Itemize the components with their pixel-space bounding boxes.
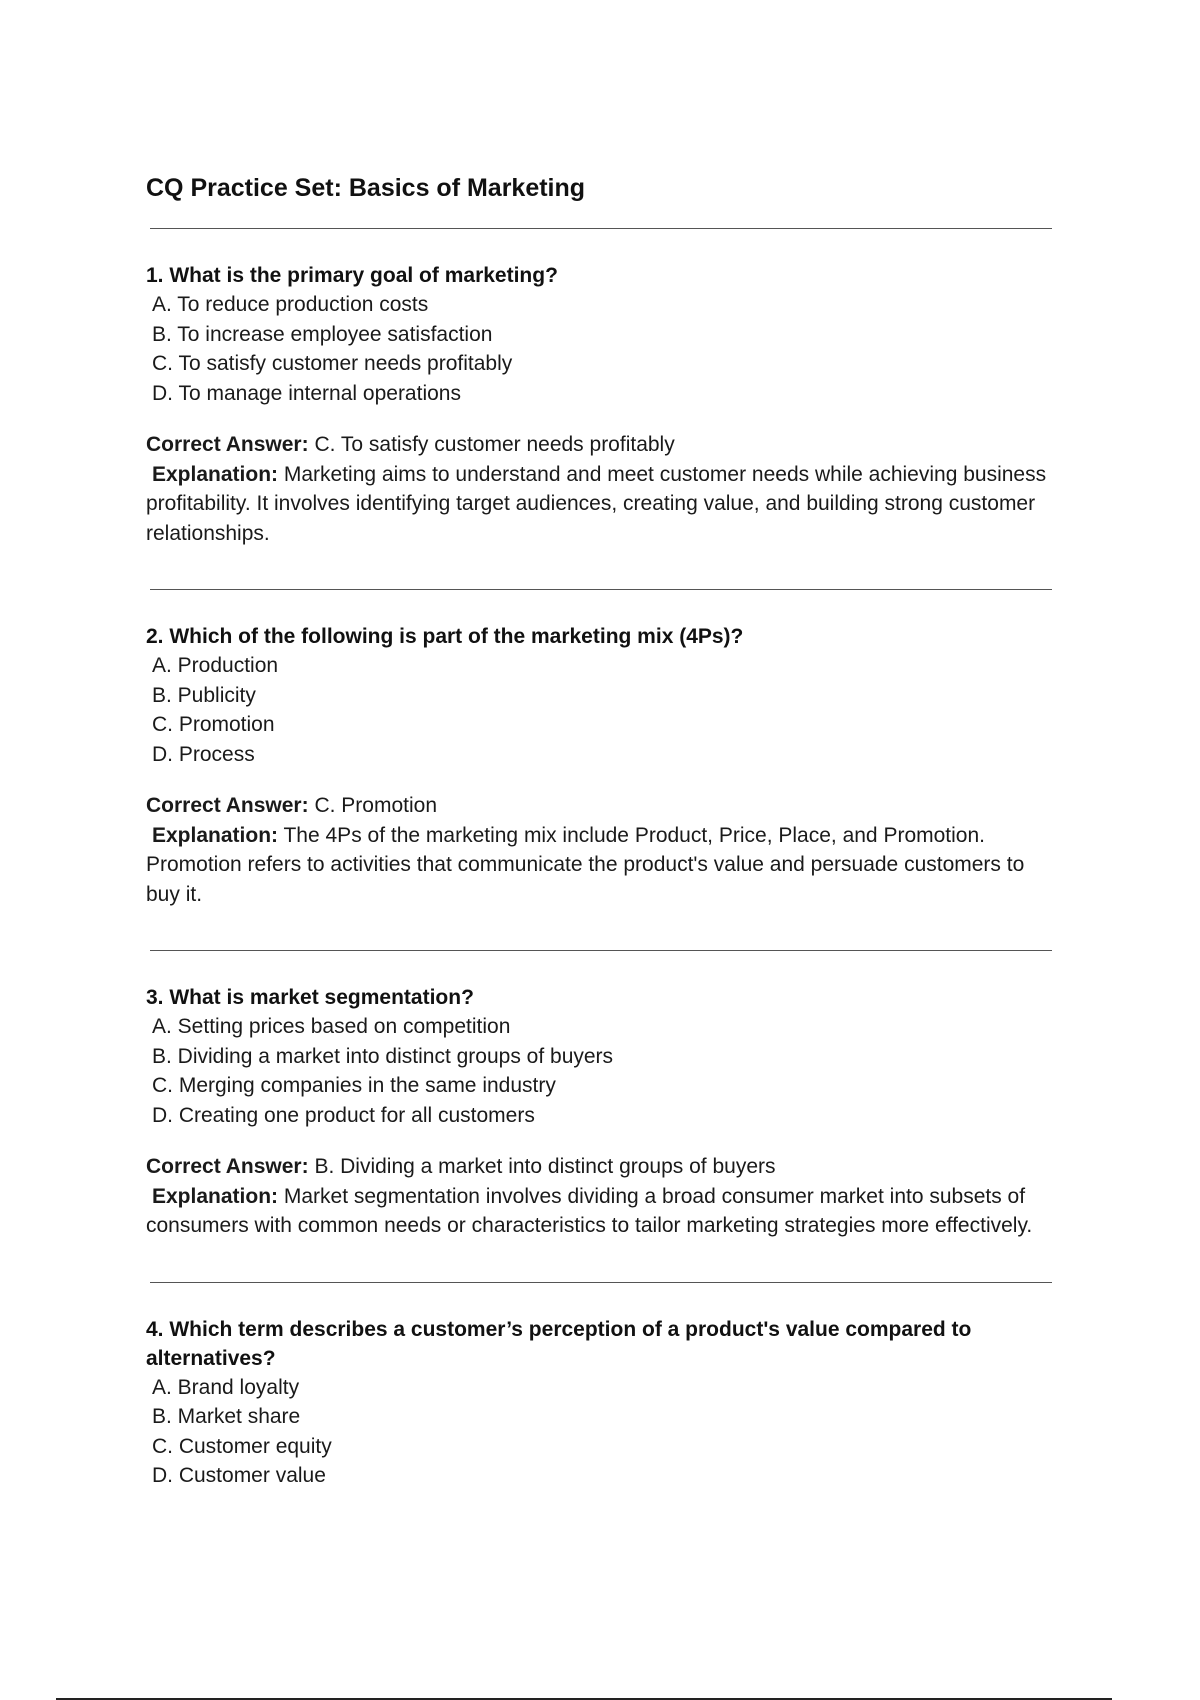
divider <box>150 228 1052 229</box>
explanation-text: Marketing aims to understand and meet customer needs while achieving business profitability. It involves identifying target audiences, creating value, and building strong customer relationships. <box>146 462 1047 545</box>
option-d: D. Creating one product for all customers <box>152 1103 535 1127</box>
explanation-label: Explanation: <box>152 462 279 486</box>
explanation <box>146 1182 1050 1241</box>
option-a: A. Production <box>152 654 279 677</box>
question-text: 2. Which of the following is part of the marketing mix (4Ps)? <box>146 625 744 648</box>
option-b: B. To increase employee satisfaction <box>152 322 493 346</box>
divider <box>150 1282 1052 1283</box>
option-c: C. Merging companies in the same industry <box>152 1074 556 1097</box>
question-2 <box>146 622 1050 909</box>
option-b: B. Dividing a market into distinct groups of buyers <box>152 1044 614 1068</box>
explanation-text: Market segmentation involves dividing a broad consumer market into subsets of consumers with common needs or characteristics to tailor marketing strategies more effectively. <box>146 1184 1033 1237</box>
options-list <box>146 1373 1050 1491</box>
question-4 <box>146 1315 1050 1491</box>
correct-answer-label: Correct Answer: <box>146 794 309 817</box>
question-1 <box>146 261 1050 548</box>
option-d: D. Customer value <box>152 1464 326 1487</box>
option-c: C. Promotion <box>152 713 275 736</box>
option-c: C. Customer equity <box>152 1434 332 1458</box>
explanation <box>146 460 1050 549</box>
correct-answer-value: C. Promotion <box>314 794 437 817</box>
divider <box>150 589 1052 590</box>
option-a: A. Brand loyalty <box>152 1375 300 1399</box>
option-d: D. Process <box>152 742 255 766</box>
practice-set-page <box>146 172 1050 1491</box>
correct-answer-label: Correct Answer: <box>146 1155 309 1178</box>
explanation <box>146 821 1050 910</box>
option-a: A. Setting prices based on competition <box>152 1015 511 1038</box>
options-list <box>146 651 1050 769</box>
correct-answer-value: C. To satisfy customer needs profitably <box>314 433 675 456</box>
explanation-label: Explanation: <box>152 1184 279 1208</box>
options-list <box>146 290 1050 408</box>
correct-answer <box>146 1152 1050 1182</box>
page-title: CQ Practice Set: Basics of Marketing <box>146 174 586 202</box>
question-3 <box>146 983 1050 1241</box>
option-b: B. Publicity <box>152 683 256 707</box>
divider <box>150 950 1052 951</box>
question-text: 1. What is the primary goal of marketing? <box>146 264 558 287</box>
options-list <box>146 1012 1050 1130</box>
correct-answer-label: Correct Answer: <box>146 433 309 456</box>
correct-answer <box>146 791 1050 821</box>
option-a: A. To reduce production costs <box>152 293 429 316</box>
question-text: 4. Which term describes a customer’s perception of a product's value compared to alternatives? <box>146 1317 972 1370</box>
explanation-label: Explanation: <box>152 823 279 847</box>
explanation-text: The 4Ps of the marketing mix include Product, Price, Place, and Promotion. Promotion refers to activities that communicate the product's value and persuade customers to buy it. <box>146 823 1025 906</box>
option-c: C. To satisfy customer needs profitably <box>152 352 513 375</box>
correct-answer <box>146 430 1050 460</box>
correct-answer-value: B. Dividing a market into distinct groups of buyers <box>314 1155 776 1178</box>
question-text: 3. What is market segmentation? <box>146 986 474 1009</box>
option-d: D. To manage internal operations <box>152 381 461 405</box>
option-b: B. Market share <box>152 1405 301 1428</box>
